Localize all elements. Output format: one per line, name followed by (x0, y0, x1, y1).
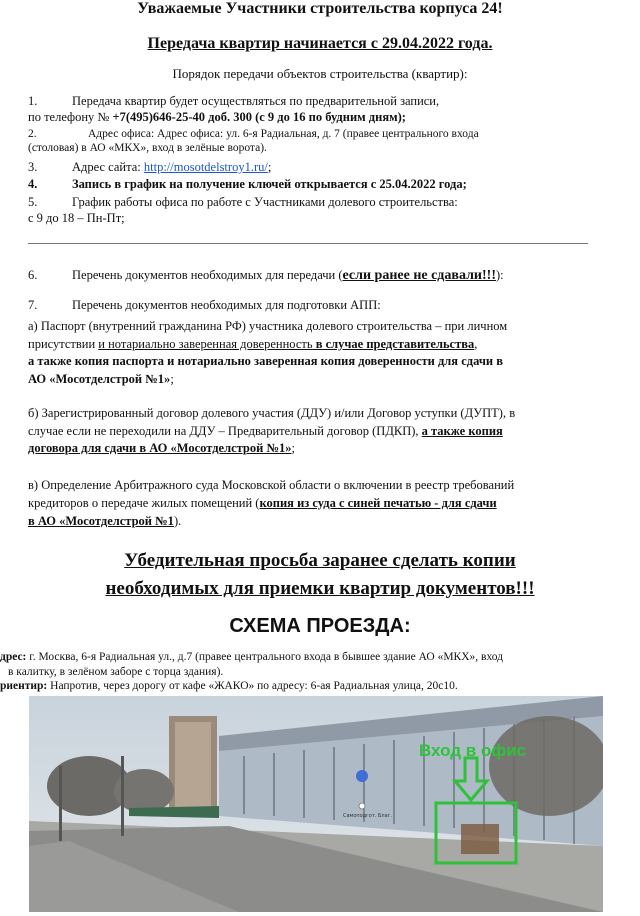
item-7 (28, 298, 618, 314)
doc-a-line1: а) Паспорт (внутренний гражданина РФ) участника долевого строительства – при личном (28, 319, 508, 333)
item-1-phone: +7(495)646-25-40 доб. 300 (с 9 до 16 по будним дням); (112, 109, 406, 124)
item-5-hours: с 9 до 18 – Пн-Пт; (28, 210, 125, 225)
request-line-1: Убедительная просьба заранее сделать копии (124, 550, 516, 571)
address-text: г. Москва, 6-я Радиальная ул., д.7 (правее центрального входа в бывшее здание АО «МКХ», вход (26, 651, 504, 663)
orient-label: риентир: (0, 680, 48, 692)
doc-b-end: ; (291, 441, 296, 455)
item-1-text: Передача квартир будет осуществляться по предварительной записи, (72, 94, 440, 108)
item-1-number: 1. (28, 94, 38, 108)
entrance-label: Вход в офис (419, 741, 527, 760)
map-pin-label: Самоподгот. Благ. (343, 813, 392, 819)
separator-line (28, 243, 588, 244)
site-link[interactable]: http://mosotdelstroy1.ru/ (143, 160, 268, 174)
item-4 (28, 177, 618, 193)
item-5-text: График работы офиса по работе с Участниками долевого строительства: (72, 195, 458, 209)
doc-a-end: ; (170, 371, 174, 386)
route-address (0, 650, 640, 694)
item-3-label: Адрес сайта: (72, 160, 144, 174)
street-scene (29, 696, 603, 912)
item-6 (28, 268, 628, 284)
address-text-cont: в калитку, в зелёном заборе с торца здания). (8, 665, 224, 678)
doc-a-representation: в случае представительства (312, 336, 475, 351)
doc-b-copy: а также копия (421, 423, 503, 438)
item-2-text-cont: (столовая) в АО «МКХ», вход в зелёные ворота). (28, 142, 267, 154)
street-view-photo (29, 696, 603, 912)
doc-a-line2: присутствии (28, 336, 99, 351)
doc-c-line1: в) Определение Арбитражного суда Московской области о включении в реестр требований (28, 478, 515, 492)
doc-b-company: договора для сдачи в АО «Мосотделстрой №1» (28, 441, 292, 455)
item-3-end: ; (267, 160, 272, 174)
doc-a-copies: а также копия паспорта и нотариально заверенная копия доверенности для сдачи в (28, 354, 503, 368)
item-3 (28, 160, 618, 176)
item-7-text: Перечень документов необходимых для подготовки АПП: (72, 298, 381, 312)
procedure-intro: Порядок передачи объектов строительства (квартир): (172, 66, 468, 81)
item-4-number: 4. (28, 177, 38, 191)
item-4-text: Запись в график на получение ключей открывается с 25.04.2022 года; (72, 177, 467, 191)
item-6-emphasis: если ранее не сдавали!!! (342, 268, 496, 283)
item-3-number: 3. (28, 160, 38, 174)
doc-c-court-copy: копия из суда с синей печатью - для сдачи (259, 496, 497, 510)
orient-text: Напротив, через дорогу от кафе «ЖАКО» по адресу: 6-ая Радиальная улица, 20с10. (47, 680, 458, 692)
item-6-text: Перечень документов необходимых для передачи ( (72, 268, 343, 282)
doc-c-end: ). (173, 514, 182, 528)
page-title: Уважаемые Участники строительства корпуса 24! (137, 0, 503, 17)
doc-c (28, 476, 628, 530)
doc-a-company: АО «Мосотделстрой №1» (28, 371, 171, 386)
doc-a (28, 318, 628, 388)
item-5-number: 5. (28, 195, 38, 209)
item-2 (28, 127, 618, 155)
item-5 (28, 195, 618, 226)
doc-b-line2: случае если не переходили на ДДУ – Предварительный договор (ПДКП), (28, 423, 422, 438)
route-title: СХЕМА ПРОЕЗДА: (229, 615, 411, 637)
doc-c-company: в АО «Мосотделстрой №1 (28, 514, 174, 528)
doc-a-notary: и нотариально заверенная доверенность (98, 336, 313, 351)
item-2-number: 2. (28, 128, 37, 140)
request-line-2: необходимых для приемки квартир документов!!! (105, 578, 535, 599)
address-label: дрес: (0, 651, 27, 663)
page-subtitle: Передача квартир начинается с 29.04.2022 года. (147, 35, 493, 52)
doc-c-line2: кредиторов о передаче жилых помещений ( (28, 496, 260, 510)
item-6-end: ): (495, 268, 504, 282)
doc-b (28, 405, 628, 458)
item-1-phone-prefix: по телефону № (28, 109, 113, 124)
doc-b-line1: б) Зарегистрированный договор долевого участия (ДДУ) и/или Договор уступки (ДУПТ), в (28, 406, 516, 420)
item-6-number: 6. (28, 268, 38, 282)
item-1 (28, 94, 618, 125)
item-7-number: 7. (28, 298, 38, 312)
doc-a-comma: , (474, 336, 478, 351)
item-2-text: Адрес офиса: Адрес офиса: ул. 6-я Радиальная, д. 7 (правее центрального входа (88, 128, 479, 140)
